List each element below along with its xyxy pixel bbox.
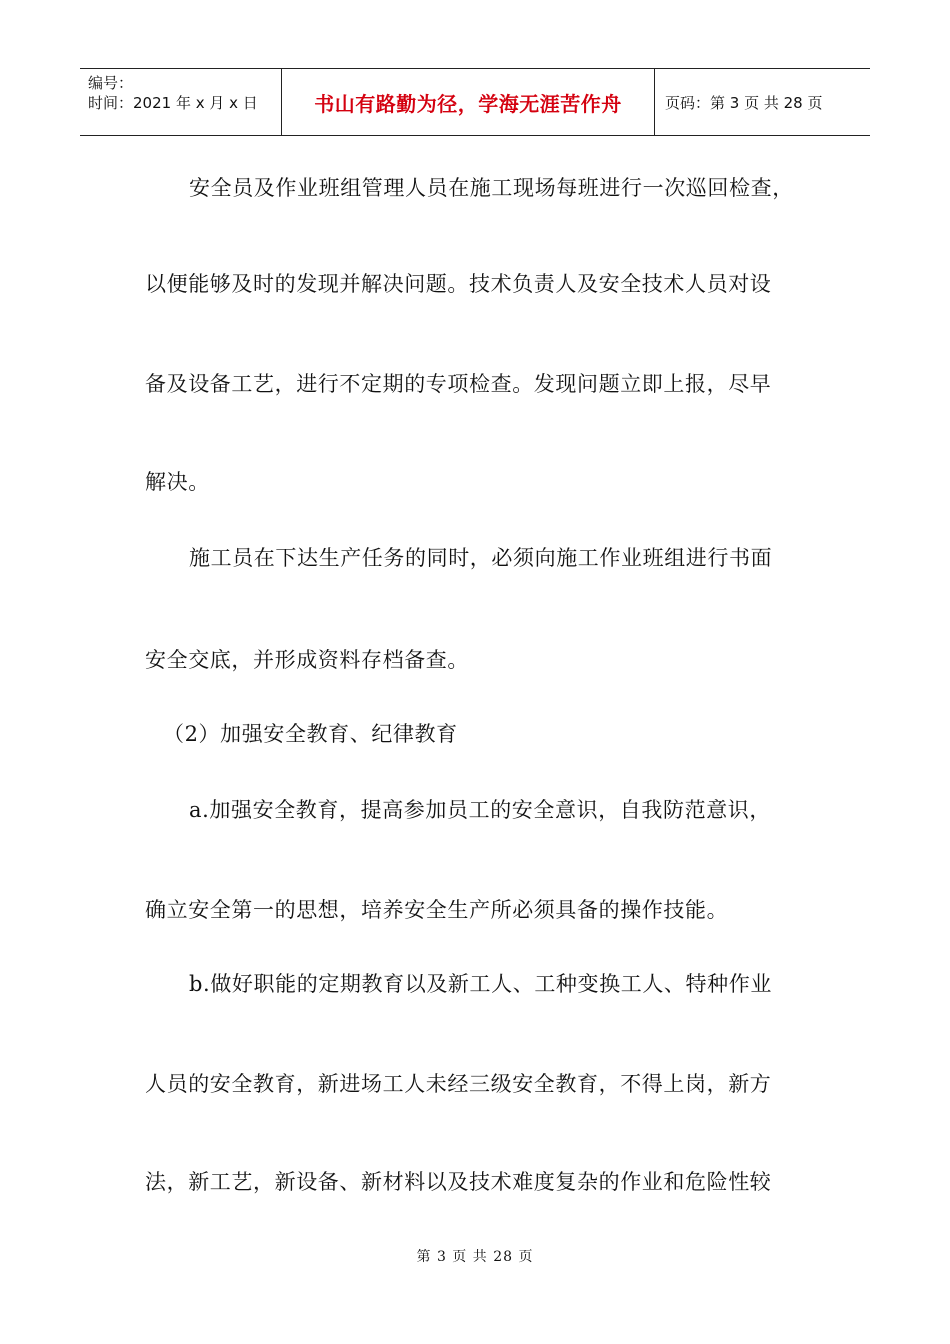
header-meta <box>80 69 282 135</box>
body-line: b.做好职能的定期教育以及新工人、工种变换工人、特种作业 <box>189 972 772 996</box>
header-page-info: 页码：第 3 页 共 28 页 <box>665 93 823 112</box>
page-footer: 第 3 页 共 28 页 <box>416 1249 534 1265</box>
document-date: 时间：2021 年 x 月 x 日 <box>88 94 258 112</box>
document-number-label: 编号： <box>88 74 134 92</box>
body-line: 确立安全第一的思想，培养安全生产所必须具备的操作技能。 <box>145 898 729 922</box>
body-line: a.加强安全教育，提高参加员工的安全意识，自我防范意识， <box>189 798 771 822</box>
section-heading: （2）加强安全教育、纪律教育 <box>163 722 458 746</box>
body-line: 法，新工艺，新设备、新材料以及技术难度复杂的作业和危险性较 <box>145 1170 772 1194</box>
body-line: 人员的安全教育，新进场工人未经三级安全教育，不得上岗，新方 <box>145 1072 772 1096</box>
body-line: 安全员及作业班组管理人员在施工现场每班进行一次巡回检查， <box>189 176 794 200</box>
page-header <box>80 68 870 136</box>
body-line: 以便能够及时的发现并解决问题。技术负责人及安全技术人员对设 <box>145 272 772 296</box>
body-line: 安全交底，并形成资料存档备查。 <box>145 648 469 672</box>
body-line: 解决。 <box>145 470 210 494</box>
body-line: 备及设备工艺，进行不定期的专项检查。发现问题立即上报，尽早 <box>145 372 772 396</box>
body-line: 施工员在下达生产任务的同时，必须向施工作业班组进行书面 <box>189 546 773 570</box>
header-slogan: 书山有路勤为径，学海无涯苦作舟 <box>282 69 655 135</box>
